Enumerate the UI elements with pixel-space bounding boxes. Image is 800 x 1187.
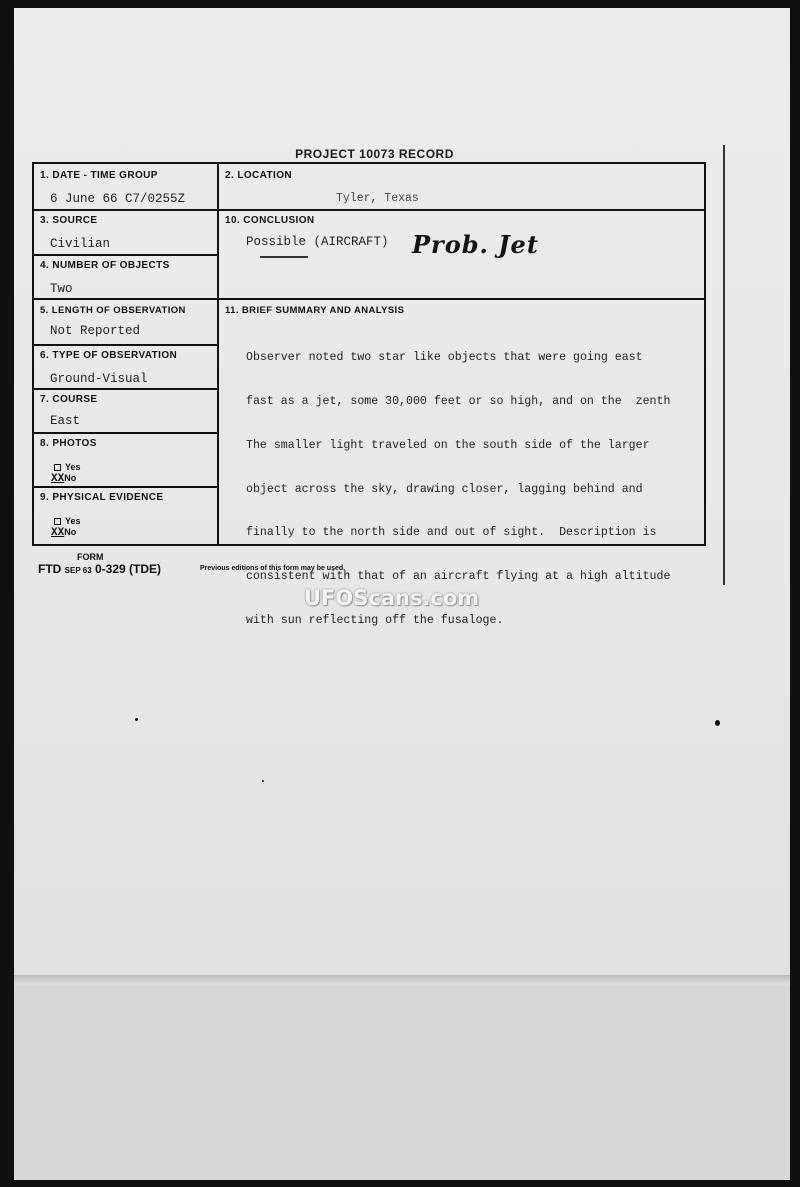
evidence-yes-label: Yes <box>65 516 81 526</box>
row-divider <box>34 486 217 488</box>
physical-evidence-label: 9. PHYSICAL EVIDENCE <box>40 492 164 503</box>
form-number <box>38 562 161 576</box>
evidence-no-label: No <box>64 527 77 537</box>
length-of-observation-label: 5. LENGTH OF OBSERVATION <box>40 305 186 316</box>
watermark: UFOScans.com <box>304 586 480 610</box>
evidence-no-option <box>51 527 76 539</box>
row-divider <box>34 209 704 211</box>
previous-editions-note: Previous editions of this form may be used. <box>200 565 346 572</box>
typed-x-mark: XX <box>51 473 65 485</box>
summary-line: object across the sky, drawing closer, lagging behind and <box>246 482 643 496</box>
row-divider <box>34 298 704 300</box>
lower-page-band <box>14 985 790 1180</box>
date-time-group-value: 6 June 66 C7/0255Z <box>50 192 186 206</box>
photos-no-option <box>51 473 76 485</box>
source-value: Civilian <box>50 237 111 251</box>
summary-line: fast as a jet, some 30,000 feet or so high, and on the zenth <box>246 394 671 408</box>
form-title: PROJECT 10073 RECORD <box>295 147 454 161</box>
number-of-objects-value: Two <box>50 282 73 296</box>
evidence-yes-option <box>54 516 81 526</box>
course-label: 7. COURSE <box>40 394 98 405</box>
location-value: Tyler, Texas <box>336 192 419 205</box>
checkbox-icon <box>54 464 61 471</box>
form-number-value: 0-329 (TDE) <box>95 562 162 576</box>
form-word: FORM <box>77 552 104 562</box>
summary-line: Observer noted two star like objects that were going east <box>246 351 643 365</box>
brief-summary-label: 11. BRIEF SUMMARY AND ANALYSIS <box>225 305 405 316</box>
summary-line: consistent with that of an aircraft flying at a high altitude <box>246 570 671 584</box>
photos-no-label: No <box>64 473 77 483</box>
ftd-label: FTD <box>38 562 62 576</box>
length-of-observation-value: Not Reported <box>50 324 141 338</box>
speck <box>262 780 264 782</box>
column-divider <box>217 164 219 544</box>
photos-yes-label: Yes <box>65 462 81 472</box>
row-divider <box>34 388 217 390</box>
summary-line: finally to the north side and out of sight. Description is <box>246 526 657 540</box>
typed-x-mark: XX <box>51 527 65 539</box>
conclusion-value: Possible (AIRCRAFT) <box>246 235 389 249</box>
photos-label: 8. PHOTOS <box>40 438 97 449</box>
row-divider <box>34 432 217 434</box>
handwritten-annotation: Prob. Jet <box>412 230 539 259</box>
form-date-code: SEP 63 <box>64 566 92 575</box>
speck <box>715 720 720 726</box>
type-of-observation-value: Ground-Visual <box>50 372 148 386</box>
speck <box>135 718 138 721</box>
right-margin-line <box>723 145 725 585</box>
row-divider <box>34 344 217 346</box>
checkbox-icon <box>54 518 61 525</box>
number-of-objects-label: 4. NUMBER OF OBJECTS <box>40 260 170 271</box>
location-label: 2. LOCATION <box>225 170 292 181</box>
summary-line: The smaller light traveled on the south side of the larger <box>246 438 650 452</box>
type-of-observation-label: 6. TYPE OF OBSERVATION <box>40 350 178 361</box>
source-label: 3. SOURCE <box>40 215 98 226</box>
photos-yes-option <box>54 462 81 472</box>
row-divider <box>34 254 217 256</box>
summary-line: with sun reflecting off the fusaloge. <box>246 613 504 627</box>
fold-shadow <box>14 975 790 985</box>
date-time-group-label: 1. DATE - TIME GROUP <box>40 170 158 181</box>
conclusion-underline <box>260 256 308 258</box>
conclusion-label: 10. CONCLUSION <box>225 215 315 226</box>
course-value: East <box>50 414 81 428</box>
